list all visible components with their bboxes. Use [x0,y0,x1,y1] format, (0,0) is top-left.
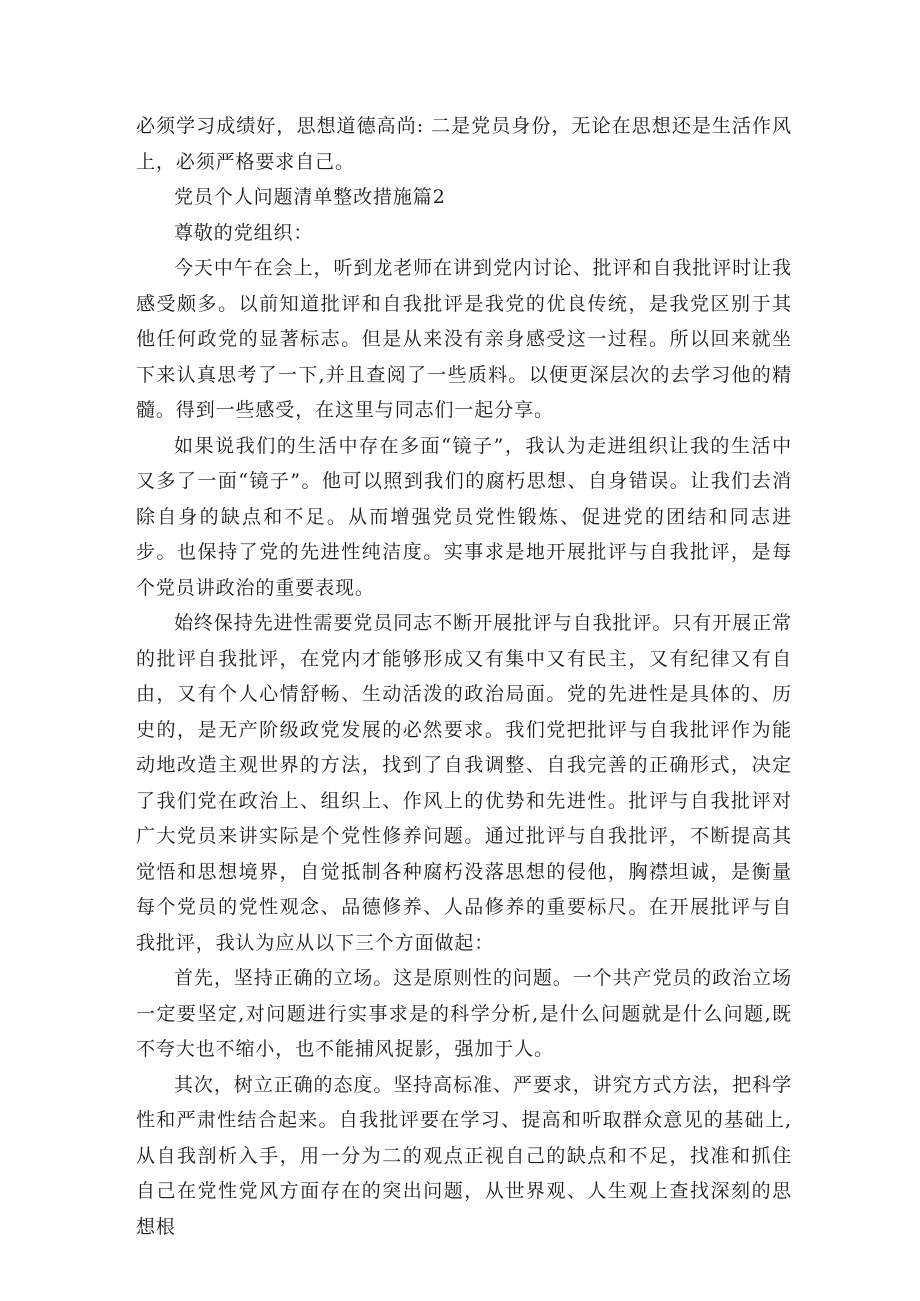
paragraph: 始终保持先进性需要党员同志不断开展批评与自我批评。只有开展正常的批评自我批评，在党内才能够形成又有集中又有民主，又有纪律又有自由，又有个人心情舒畅、生动活泼的政治局面。党的先进性是具体的、历史的，是无产阶级政党发展的必然要求。我们党把批评与自我批评作为能动地改造主观世界的方法，找到了自我调整、自我完善的正确形式，决定了我们党在政治上、组织上、作风上的优势和先进性。批评与自我批评对广大党员来讲实际是个党性修养问题。通过批评与自我批评，不断提高其觉悟和思想境界，自觉抵制各种腐朽没落思想的侵他，胸襟坦诚，是衡量每个党员的党性观念、品德修养、人品修养的重要标尺。在开展批评与自我批评，我认为应从以下三个方面做起： [136,612,792,954]
paragraph: 必须学习成绩好，思想道德高尚: 二是党员身份，无论在思想还是生活作风上，必须严格要求自己。 [136,115,792,173]
document-body [136,109,792,1245]
paragraph: 今天中午在会上，听到龙老师在讲到党内讨论、批评和自我批评时让我感受颇多。以前知道批评和自我批评是我党的优良传统，是我党区别于其他任何政党的显著标志。但是从来没有亲身感受这一过程。所以回来就坐下来认真思考了一下,并且查阅了一些质料。以便更深层次的去学习他的精髓。得到一些感受，在这里与同志们一起分享。 [136,257,792,421]
paragraph: 其次，树立正确的态度。坚持高标准、严要求，讲究方式方法，把科学性和严肃性结合起来。自我批评要在学习、提高和听取群众意见的基础上,从自我剖析入手，用一分为二的观点正视自己的缺点和不足，找准和抓住自己在党性党风方面存在的突出问题，从世界观、人生观上查找深刻的思想根 [136,1073,792,1238]
paragraph: 首先，坚持正确的立场。这是原则性的问题。一个共产党员的政治立场一定要坚定,对问题进行实事求是的科学分析,是什么问题就是什么问题,既不夸大也不缩小，也不能捕风捉影，强加于人。 [136,967,792,1060]
paragraph: 如果说我们的生活中存在多面“镜子”，我认为走进组织让我的生活中又多了一面“镜子”。他可以照到我们的腐朽思想、自身错误。让我们去消除自身的缺点和不足。从而增强党员党性锻炼、促进党的团结和同志进步。也保持了党的先进性纯洁度。实事求是地开展批评与自我批评，是每个党员讲政治的重要表现。 [136,434,792,599]
section-heading: 党员个人问题清单整改措施篇2 [174,186,446,208]
salutation: 尊敬的党组织： [174,221,314,244]
